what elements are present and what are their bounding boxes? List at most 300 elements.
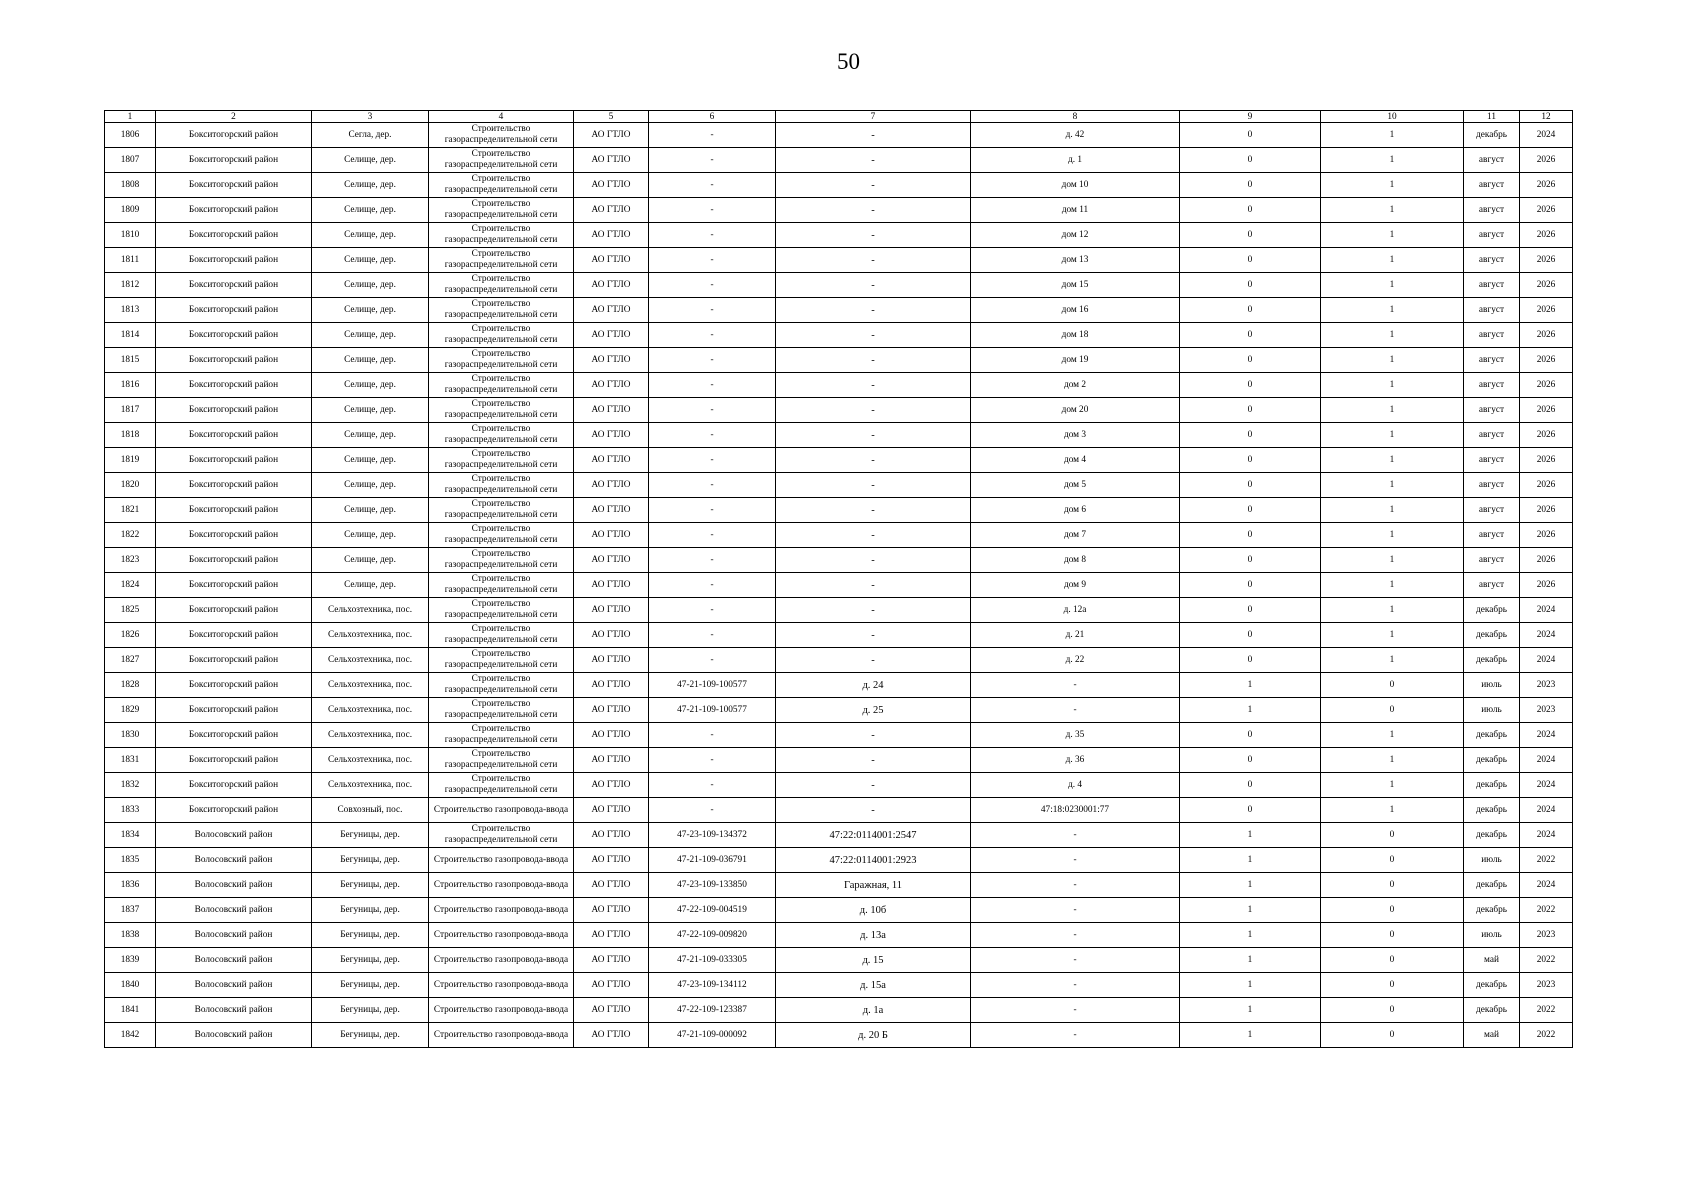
cell-year: 2023	[1520, 973, 1573, 998]
cell-settlement: Бегуницы, дер.	[312, 823, 429, 848]
cell-month: декабрь	[1464, 598, 1520, 623]
column-header: 4	[429, 111, 574, 123]
cell-value-col9: 0	[1180, 248, 1321, 273]
cell-district: Бокситогорский район	[156, 373, 312, 398]
table-row	[105, 673, 1573, 698]
cell-house-address: -	[971, 923, 1180, 948]
cell-object-address: д. 25	[776, 698, 971, 723]
cell-work-type: Строительство газопровода-ввода	[429, 973, 574, 998]
cell-month: август	[1464, 248, 1520, 273]
cell-month: август	[1464, 498, 1520, 523]
cell-organization: АО ГТЛО	[574, 398, 649, 423]
cell-value-col9: 0	[1180, 573, 1321, 598]
cell-application-number: 47-21-109-033305	[649, 948, 776, 973]
cell-settlement: Сельхозтехника, пос.	[312, 673, 429, 698]
cell-row-number: 1826	[105, 623, 156, 648]
cell-object-address: -	[776, 473, 971, 498]
cell-settlement: Селище, дер.	[312, 423, 429, 448]
cell-row-number: 1833	[105, 798, 156, 823]
cell-district: Бокситогорский район	[156, 198, 312, 223]
column-header: 10	[1321, 111, 1464, 123]
table-body	[105, 123, 1573, 1048]
cell-settlement: Селище, дер.	[312, 173, 429, 198]
column-header: 8	[971, 111, 1180, 123]
cell-organization: АО ГТЛО	[574, 623, 649, 648]
cell-value-col9: 0	[1180, 548, 1321, 573]
cell-settlement: Селище, дер.	[312, 448, 429, 473]
cell-house-address: дом 2	[971, 373, 1180, 398]
cell-row-number: 1809	[105, 198, 156, 223]
cell-house-address: дом 11	[971, 198, 1180, 223]
cell-application-number: -	[649, 123, 776, 148]
cell-work-type: Строительство газораспределительной сети	[429, 223, 574, 248]
cell-application-number: -	[649, 623, 776, 648]
cell-value-col9: 1	[1180, 848, 1321, 873]
cell-year: 2024	[1520, 773, 1573, 798]
table-row	[105, 473, 1573, 498]
column-header: 1	[105, 111, 156, 123]
cell-work-type: Строительство газопровода-ввода	[429, 998, 574, 1023]
cell-organization: АО ГТЛО	[574, 923, 649, 948]
cell-organization: АО ГТЛО	[574, 798, 649, 823]
cell-work-type: Строительство газораспределительной сети	[429, 198, 574, 223]
cell-value-col9: 0	[1180, 223, 1321, 248]
cell-value-col10: 1	[1321, 423, 1464, 448]
table-row	[105, 248, 1573, 273]
cell-object-address: д. 15а	[776, 973, 971, 998]
cell-application-number: -	[649, 648, 776, 673]
cell-object-address: -	[776, 398, 971, 423]
cell-month: август	[1464, 223, 1520, 248]
cell-row-number: 1840	[105, 973, 156, 998]
cell-settlement: Сегла, дер.	[312, 123, 429, 148]
cell-year: 2022	[1520, 898, 1573, 923]
cell-organization: АО ГТЛО	[574, 223, 649, 248]
cell-district: Бокситогорский район	[156, 173, 312, 198]
table-row	[105, 123, 1573, 148]
cell-value-col9: 1	[1180, 923, 1321, 948]
table-row	[105, 373, 1573, 398]
cell-value-col10: 1	[1321, 548, 1464, 573]
cell-value-col9: 0	[1180, 148, 1321, 173]
cell-row-number: 1807	[105, 148, 156, 173]
cell-application-number: 47-21-109-100577	[649, 698, 776, 723]
cell-settlement: Сельхозтехника, пос.	[312, 773, 429, 798]
cell-object-address: -	[776, 323, 971, 348]
column-header: 6	[649, 111, 776, 123]
cell-row-number: 1824	[105, 573, 156, 598]
cell-organization: АО ГТЛО	[574, 523, 649, 548]
cell-district: Бокситогорский район	[156, 623, 312, 648]
cell-organization: АО ГТЛО	[574, 448, 649, 473]
cell-work-type: Строительство газопровода-ввода	[429, 798, 574, 823]
cell-work-type: Строительство газораспределительной сети	[429, 423, 574, 448]
cell-value-col10: 0	[1321, 898, 1464, 923]
cell-organization: АО ГТЛО	[574, 348, 649, 373]
cell-settlement: Селище, дер.	[312, 398, 429, 423]
cell-value-col10: 1	[1321, 123, 1464, 148]
cell-month: август	[1464, 298, 1520, 323]
cell-house-address: д. 21	[971, 623, 1180, 648]
table-row	[105, 223, 1573, 248]
column-header: 7	[776, 111, 971, 123]
cell-application-number: -	[649, 148, 776, 173]
cell-settlement: Селище, дер.	[312, 473, 429, 498]
cell-organization: АО ГТЛО	[574, 473, 649, 498]
cell-month: декабрь	[1464, 623, 1520, 648]
cell-settlement: Бегуницы, дер.	[312, 973, 429, 998]
cell-year: 2023	[1520, 673, 1573, 698]
cell-year: 2026	[1520, 473, 1573, 498]
cell-row-number: 1814	[105, 323, 156, 348]
cell-year: 2026	[1520, 298, 1573, 323]
cell-organization: АО ГТЛО	[574, 948, 649, 973]
cell-row-number: 1837	[105, 898, 156, 923]
table-row	[105, 623, 1573, 648]
cell-house-address: -	[971, 1023, 1180, 1048]
cell-settlement: Сельхозтехника, пос.	[312, 598, 429, 623]
cell-month: август	[1464, 373, 1520, 398]
cell-value-col9: 1	[1180, 948, 1321, 973]
cell-value-col9: 0	[1180, 398, 1321, 423]
cell-row-number: 1823	[105, 548, 156, 573]
cell-application-number: 47-22-109-123387	[649, 998, 776, 1023]
cell-application-number: -	[649, 798, 776, 823]
cell-work-type: Строительство газораспределительной сети	[429, 573, 574, 598]
cell-value-col10: 1	[1321, 473, 1464, 498]
cell-house-address: дом 15	[971, 273, 1180, 298]
cell-year: 2026	[1520, 173, 1573, 198]
cell-settlement: Селище, дер.	[312, 523, 429, 548]
table-row	[105, 873, 1573, 898]
cell-district: Бокситогорский район	[156, 548, 312, 573]
table-row	[105, 848, 1573, 873]
table-row	[105, 298, 1573, 323]
cell-month: май	[1464, 948, 1520, 973]
cell-row-number: 1836	[105, 873, 156, 898]
column-header: 2	[156, 111, 312, 123]
cell-organization: АО ГТЛО	[574, 998, 649, 1023]
cell-value-col10: 0	[1321, 948, 1464, 973]
column-number-row	[105, 111, 1573, 123]
cell-row-number: 1825	[105, 598, 156, 623]
cell-organization: АО ГТЛО	[574, 873, 649, 898]
cell-work-type: Строительство газопровода-ввода	[429, 898, 574, 923]
cell-application-number: -	[649, 548, 776, 573]
cell-month: июль	[1464, 923, 1520, 948]
cell-application-number: -	[649, 373, 776, 398]
cell-month: декабрь	[1464, 748, 1520, 773]
cell-value-col9: 0	[1180, 348, 1321, 373]
cell-work-type: Строительство газораспределительной сети	[429, 723, 574, 748]
table-row	[105, 198, 1573, 223]
table-row	[105, 173, 1573, 198]
cell-value-col10: 1	[1321, 198, 1464, 223]
cell-house-address: д. 35	[971, 723, 1180, 748]
cell-application-number: 47-21-109-036791	[649, 848, 776, 873]
cell-object-address: -	[776, 373, 971, 398]
cell-organization: АО ГТЛО	[574, 1023, 649, 1048]
cell-house-address: дом 20	[971, 398, 1180, 423]
cell-value-col9: 0	[1180, 123, 1321, 148]
cell-settlement: Селище, дер.	[312, 573, 429, 598]
cell-district: Волосовский район	[156, 873, 312, 898]
cell-object-address: -	[776, 548, 971, 573]
cell-settlement: Сельхозтехника, пос.	[312, 648, 429, 673]
cell-object-address: д. 24	[776, 673, 971, 698]
cell-district: Бокситогорский район	[156, 648, 312, 673]
cell-application-number: -	[649, 273, 776, 298]
cell-row-number: 1815	[105, 348, 156, 373]
cell-value-col10: 1	[1321, 498, 1464, 523]
cell-object-address: -	[776, 248, 971, 273]
cell-value-col10: 1	[1321, 223, 1464, 248]
cell-year: 2024	[1520, 598, 1573, 623]
column-header: 11	[1464, 111, 1520, 123]
table-row	[105, 323, 1573, 348]
cell-object-address: -	[776, 423, 971, 448]
cell-month: август	[1464, 173, 1520, 198]
cell-year: 2022	[1520, 848, 1573, 873]
cell-house-address: 47:18:0230001:77	[971, 798, 1180, 823]
cell-month: июль	[1464, 673, 1520, 698]
cell-organization: АО ГТЛО	[574, 898, 649, 923]
cell-value-col9: 0	[1180, 723, 1321, 748]
cell-row-number: 1830	[105, 723, 156, 748]
cell-value-col10: 1	[1321, 398, 1464, 423]
cell-year: 2026	[1520, 148, 1573, 173]
table-row	[105, 573, 1573, 598]
cell-settlement: Селище, дер.	[312, 248, 429, 273]
cell-row-number: 1832	[105, 773, 156, 798]
cell-work-type: Строительство газопровода-ввода	[429, 1023, 574, 1048]
cell-value-col9: 0	[1180, 523, 1321, 548]
cell-year: 2026	[1520, 273, 1573, 298]
cell-application-number: -	[649, 473, 776, 498]
cell-row-number: 1812	[105, 273, 156, 298]
cell-month: май	[1464, 1023, 1520, 1048]
cell-value-col9: 0	[1180, 748, 1321, 773]
cell-row-number: 1816	[105, 373, 156, 398]
cell-application-number: 47-21-109-000092	[649, 1023, 776, 1048]
cell-value-col10: 1	[1321, 448, 1464, 473]
cell-value-col10: 1	[1321, 523, 1464, 548]
cell-object-address: -	[776, 148, 971, 173]
cell-house-address: -	[971, 848, 1180, 873]
cell-year: 2023	[1520, 923, 1573, 948]
cell-district: Бокситогорский район	[156, 598, 312, 623]
cell-value-col10: 1	[1321, 573, 1464, 598]
cell-house-address: дом 18	[971, 323, 1180, 348]
table-row	[105, 523, 1573, 548]
cell-value-col10: 1	[1321, 148, 1464, 173]
cell-value-col9: 1	[1180, 873, 1321, 898]
cell-value-col10: 1	[1321, 723, 1464, 748]
cell-settlement: Бегуницы, дер.	[312, 998, 429, 1023]
cell-work-type: Строительство газораспределительной сети	[429, 773, 574, 798]
cell-row-number: 1819	[105, 448, 156, 473]
cell-work-type: Строительство газораспределительной сети	[429, 123, 574, 148]
cell-value-col10: 1	[1321, 748, 1464, 773]
cell-house-address: -	[971, 973, 1180, 998]
table-row	[105, 773, 1573, 798]
cell-work-type: Строительство газораспределительной сети	[429, 748, 574, 773]
cell-month: декабрь	[1464, 648, 1520, 673]
cell-settlement: Селище, дер.	[312, 373, 429, 398]
cell-application-number: 47-23-109-134372	[649, 823, 776, 848]
cell-row-number: 1811	[105, 248, 156, 273]
cell-application-number: -	[649, 348, 776, 373]
cell-object-address: 47:22:0114001:2547	[776, 823, 971, 848]
cell-value-col9: 0	[1180, 423, 1321, 448]
cell-application-number: -	[649, 448, 776, 473]
cell-house-address: дом 6	[971, 498, 1180, 523]
cell-year: 2024	[1520, 623, 1573, 648]
cell-organization: АО ГТЛО	[574, 723, 649, 748]
cell-organization: АО ГТЛО	[574, 573, 649, 598]
table-row	[105, 723, 1573, 748]
cell-work-type: Строительство газораспределительной сети	[429, 273, 574, 298]
cell-house-address: дом 12	[971, 223, 1180, 248]
cell-object-address: -	[776, 298, 971, 323]
cell-district: Бокситогорский район	[156, 798, 312, 823]
cell-house-address: д. 22	[971, 648, 1180, 673]
cell-object-address: -	[776, 348, 971, 373]
cell-month: декабрь	[1464, 123, 1520, 148]
cell-year: 2026	[1520, 423, 1573, 448]
cell-value-col9: 0	[1180, 173, 1321, 198]
cell-value-col9: 1	[1180, 973, 1321, 998]
cell-year: 2026	[1520, 198, 1573, 223]
cell-house-address: -	[971, 823, 1180, 848]
cell-object-address: -	[776, 498, 971, 523]
cell-application-number: -	[649, 423, 776, 448]
cell-organization: АО ГТЛО	[574, 773, 649, 798]
cell-value-col9: 1	[1180, 673, 1321, 698]
cell-work-type: Строительство газораспределительной сети	[429, 598, 574, 623]
cell-value-col9: 1	[1180, 998, 1321, 1023]
cell-year: 2023	[1520, 698, 1573, 723]
cell-value-col10: 1	[1321, 323, 1464, 348]
cell-row-number: 1827	[105, 648, 156, 673]
cell-month: август	[1464, 348, 1520, 373]
cell-district: Бокситогорский район	[156, 398, 312, 423]
cell-row-number: 1821	[105, 498, 156, 523]
cell-organization: АО ГТЛО	[574, 248, 649, 273]
cell-work-type: Строительство газораспределительной сети	[429, 373, 574, 398]
cell-year: 2024	[1520, 748, 1573, 773]
cell-object-address: -	[776, 198, 971, 223]
cell-house-address: д. 4	[971, 773, 1180, 798]
cell-year: 2026	[1520, 573, 1573, 598]
cell-value-col9: 0	[1180, 623, 1321, 648]
cell-district: Волосовский район	[156, 998, 312, 1023]
cell-district: Бокситогорский район	[156, 473, 312, 498]
cell-house-address: дом 13	[971, 248, 1180, 273]
cell-value-col10: 0	[1321, 673, 1464, 698]
cell-year: 2026	[1520, 323, 1573, 348]
cell-work-type: Строительство газораспределительной сети	[429, 498, 574, 523]
cell-month: декабрь	[1464, 723, 1520, 748]
cell-object-address: д. 15	[776, 948, 971, 973]
cell-application-number: -	[649, 398, 776, 423]
cell-district: Бокситогорский район	[156, 773, 312, 798]
page-number: 50	[837, 49, 860, 74]
table-row	[105, 448, 1573, 473]
cell-settlement: Сельхозтехника, пос.	[312, 723, 429, 748]
register-table	[104, 110, 1573, 1048]
cell-month: декабрь	[1464, 773, 1520, 798]
cell-work-type: Строительство газопровода-ввода	[429, 848, 574, 873]
cell-value-col10: 0	[1321, 923, 1464, 948]
cell-month: декабрь	[1464, 973, 1520, 998]
cell-district: Волосовский район	[156, 848, 312, 873]
cell-row-number: 1822	[105, 523, 156, 548]
cell-object-address: -	[776, 723, 971, 748]
cell-value-col9: 0	[1180, 473, 1321, 498]
table-row	[105, 648, 1573, 673]
cell-organization: АО ГТЛО	[574, 673, 649, 698]
cell-month: август	[1464, 273, 1520, 298]
cell-month: август	[1464, 398, 1520, 423]
cell-year: 2026	[1520, 373, 1573, 398]
cell-house-address: дом 5	[971, 473, 1180, 498]
cell-house-address: д. 1	[971, 148, 1180, 173]
cell-application-number: -	[649, 223, 776, 248]
cell-month: декабрь	[1464, 898, 1520, 923]
cell-object-address: -	[776, 798, 971, 823]
cell-row-number: 1810	[105, 223, 156, 248]
cell-year: 2024	[1520, 798, 1573, 823]
cell-organization: АО ГТЛО	[574, 598, 649, 623]
cell-value-col9: 0	[1180, 773, 1321, 798]
cell-settlement: Сельхозтехника, пос.	[312, 698, 429, 723]
cell-year: 2024	[1520, 823, 1573, 848]
cell-work-type: Строительство газораспределительной сети	[429, 673, 574, 698]
cell-settlement: Селище, дер.	[312, 223, 429, 248]
table-row	[105, 823, 1573, 848]
cell-row-number: 1835	[105, 848, 156, 873]
cell-settlement: Бегуницы, дер.	[312, 848, 429, 873]
cell-month: август	[1464, 573, 1520, 598]
cell-organization: АО ГТЛО	[574, 698, 649, 723]
cell-settlement: Селище, дер.	[312, 498, 429, 523]
cell-district: Волосовский район	[156, 898, 312, 923]
cell-application-number: -	[649, 523, 776, 548]
cell-application-number: -	[649, 598, 776, 623]
cell-value-col10: 0	[1321, 823, 1464, 848]
cell-house-address: дом 3	[971, 423, 1180, 448]
table-row	[105, 698, 1573, 723]
cell-work-type: Строительство газораспределительной сети	[429, 348, 574, 373]
cell-organization: АО ГТЛО	[574, 373, 649, 398]
cell-row-number: 1831	[105, 748, 156, 773]
cell-value-col10: 1	[1321, 798, 1464, 823]
cell-value-col9: 1	[1180, 898, 1321, 923]
table-row	[105, 973, 1573, 998]
cell-settlement: Сельхозтехника, пос.	[312, 623, 429, 648]
cell-house-address: -	[971, 998, 1180, 1023]
cell-settlement: Селище, дер.	[312, 273, 429, 298]
cell-object-address: 47:22:0114001:2923	[776, 848, 971, 873]
table-row	[105, 398, 1573, 423]
cell-house-address: дом 4	[971, 448, 1180, 473]
column-header: 3	[312, 111, 429, 123]
cell-application-number: 47-21-109-100577	[649, 673, 776, 698]
cell-settlement: Селище, дер.	[312, 548, 429, 573]
cell-organization: АО ГТЛО	[574, 498, 649, 523]
table-row	[105, 548, 1573, 573]
